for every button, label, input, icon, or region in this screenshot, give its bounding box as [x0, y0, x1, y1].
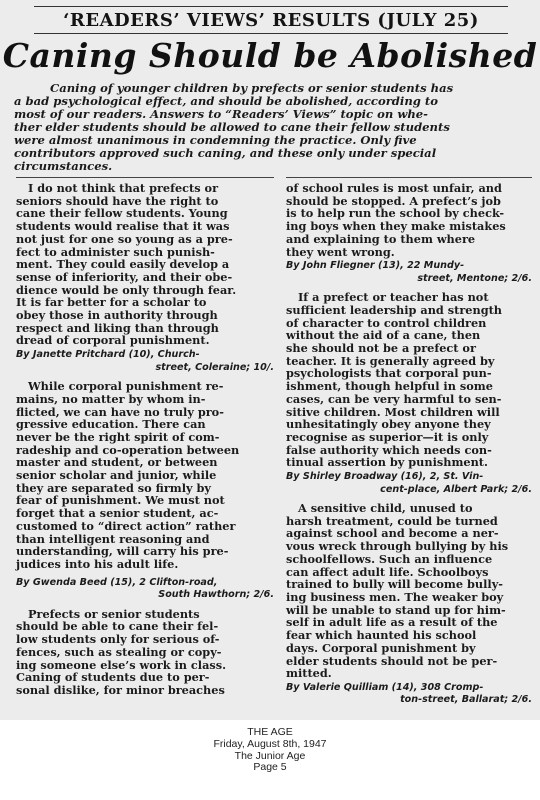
byline: By Gwenda Beed (15), 2 Clifton-road,: [16, 576, 218, 588]
text-line: respect and liking than through: [16, 320, 219, 335]
text-line: ishment, though helpful in some: [286, 379, 493, 394]
text-line: trained to bully will become bully-: [286, 577, 503, 592]
text-line: radeship and co-operation between: [16, 442, 240, 457]
text-line: harsh treatment, could be turned: [286, 513, 498, 528]
text-line: of character to control children: [286, 315, 487, 330]
section-heading: ‘READERS’ VIEWS’ RESULTS (JULY 25): [34, 6, 508, 34]
text-line: against school and become a ner-: [286, 526, 499, 541]
text-line: sitive children. Most children will: [286, 404, 500, 419]
text-line: not just for one so young as a pre-: [16, 231, 233, 246]
text-line: should be able to cane their fel-: [16, 619, 219, 634]
letter-paragraph: [16, 380, 274, 571]
text-line: days. Corporal punishment by: [286, 640, 476, 655]
text-line: dience would be only through fear.: [16, 282, 237, 297]
text-line: forget that a senior student, ac-: [16, 506, 219, 521]
left-column: [16, 182, 274, 697]
text-line: should be stopped. A prefect’s job: [286, 193, 501, 208]
text-line: unhesitatingly obey anyone they: [286, 417, 491, 432]
standfirst-line: most of our readers. Answers to “Readers’ Views” topic on whe-: [14, 107, 428, 121]
text-line: false authority which needs con-: [286, 442, 492, 457]
caption-newspaper: THE AGE: [247, 726, 293, 738]
text-line: A sensitive child, unused to: [298, 501, 473, 516]
byline: cent-place, Albert Park; 2/6.: [380, 483, 532, 495]
text-line: sonal dislike, for minor breaches: [16, 682, 225, 697]
text-line: they went wrong.: [286, 244, 395, 259]
text-line: cane their fellow students. Young: [16, 206, 228, 221]
letter-paragraph: [16, 182, 274, 347]
text-line: ing someone else’s work in class.: [16, 657, 227, 672]
text-line: flicted, we can have no truly pro-: [16, 404, 224, 419]
text-line: sufficient leadership and strength: [286, 302, 503, 317]
text-line: seniors should have the right to: [16, 193, 219, 208]
text-line: gressive education. There can: [16, 417, 206, 432]
standfirst-line: ther elder students should be allowed to cane their fellow students: [14, 120, 450, 134]
text-line: If a prefect or teacher has not: [298, 290, 489, 305]
text-line: tinual assertion by punishment.: [286, 455, 488, 470]
caption-date: Friday, August 8th, 1947: [213, 737, 327, 750]
text-line: understanding, will carry his pre-: [16, 544, 229, 559]
byline: South Hawthorn; 2/6.: [158, 589, 274, 601]
text-line: sense of inferiority, and their obe-: [16, 269, 233, 284]
standfirst-line: Caning of younger children by prefects or senior students has: [50, 81, 454, 95]
text-line: elder students should not be per-: [286, 653, 498, 668]
column-rule-left: [16, 177, 274, 178]
column-rule-right: [286, 177, 532, 178]
text-line: dread of corporal punishment.: [16, 333, 210, 348]
text-line: customed to “direct action” rather: [16, 518, 236, 533]
standfirst-line: were almost unanimous in condemning the practice. Only five: [14, 133, 417, 147]
text-line: fear of punishment. We must not: [16, 493, 225, 508]
byline: By John Fliegner (13), 22 Mundy-: [286, 260, 465, 272]
text-line: self in adult life as a result of the: [286, 615, 498, 630]
byline: By Shirley Broadway (16), 2, St. Vin-: [286, 471, 484, 483]
text-line: schoolfellows. Such an influence: [286, 551, 493, 566]
letter-paragraph: [286, 182, 532, 258]
letter-paragraph: [16, 608, 274, 697]
headline: Caning Should be Abolished: [2, 36, 538, 75]
text-line: judices into his adult life.: [16, 556, 179, 571]
text-line: recognise as superior—it is only: [286, 429, 489, 444]
standfirst: [14, 82, 526, 173]
text-line: students would realise that it was: [16, 219, 230, 234]
text-line: never be the right spirit of com-: [16, 429, 220, 444]
text-line: of school rules is most unfair, and: [286, 181, 502, 195]
byline: By Janette Pritchard (10), Church-: [16, 349, 200, 361]
text-line: While corporal punishment re-: [28, 379, 224, 394]
byline: street, Mentone; 2/6.: [417, 272, 532, 284]
text-line: is to help run the school by check-: [286, 206, 505, 221]
text-line: than intelligent reasoning and: [16, 531, 210, 546]
source-caption: [0, 727, 540, 774]
standfirst-line: contributors approved such caning, and these only under special: [14, 146, 437, 160]
text-line: mitted.: [286, 666, 332, 681]
text-line: can affect adult life. Schoolboys: [286, 564, 489, 579]
text-line: It is far better for a scholar to: [16, 295, 207, 310]
text-line: fear which haunted his school: [286, 628, 477, 643]
text-line: obey those in authority through: [16, 308, 218, 323]
text-line: I do not think that prefects or: [28, 181, 219, 195]
text-line: teacher. It is generally agreed by: [286, 353, 495, 368]
letter-paragraph: [286, 502, 532, 680]
text-line: they are separated so firmly by: [16, 480, 211, 495]
text-line: Caning of students due to per-: [16, 670, 210, 685]
byline: ton-street, Ballarat; 2/6.: [400, 694, 532, 706]
text-line: senior scholar and junior, while: [16, 468, 217, 483]
standfirst-line: circumstances.: [14, 159, 113, 173]
standfirst-line: a bad psychological effect, and should be abolished, according to: [14, 94, 438, 108]
right-column: [286, 182, 532, 709]
text-line: vous wreck through bullying by his: [286, 539, 509, 554]
text-line: mains, no matter by whom in-: [16, 391, 206, 406]
text-line: low students only for serious of-: [16, 632, 220, 647]
byline: By Valerie Quilliam (14), 308 Cromp-: [286, 681, 484, 693]
text-line: ment. They could easily develop a: [16, 257, 230, 272]
text-line: she should not be a prefect or: [286, 341, 476, 356]
text-line: master and student, or between: [16, 455, 218, 470]
text-line: ing business men. The weaker boy: [286, 589, 504, 604]
text-line: Prefects or senior students: [28, 606, 200, 621]
text-line: without the aid of a cane, then: [286, 328, 481, 343]
text-line: and explaining to them where: [286, 231, 476, 246]
letter-paragraph: [286, 291, 532, 469]
text-line: ing boys when they make mistakes: [286, 219, 506, 234]
text-line: fect to administer such punish-: [16, 244, 215, 259]
text-line: fences, such as stealing or copy-: [16, 644, 222, 659]
text-line: psychologists that corporal pun-: [286, 366, 492, 381]
byline: street, Coleraine; 10/.: [155, 361, 274, 373]
text-line: will be unable to stand up for him-: [286, 602, 506, 617]
text-line: cases, can be very harmful to sen-: [286, 391, 502, 406]
caption-section: The Junior Age: [234, 749, 306, 762]
caption-page: Page 5: [253, 761, 287, 774]
